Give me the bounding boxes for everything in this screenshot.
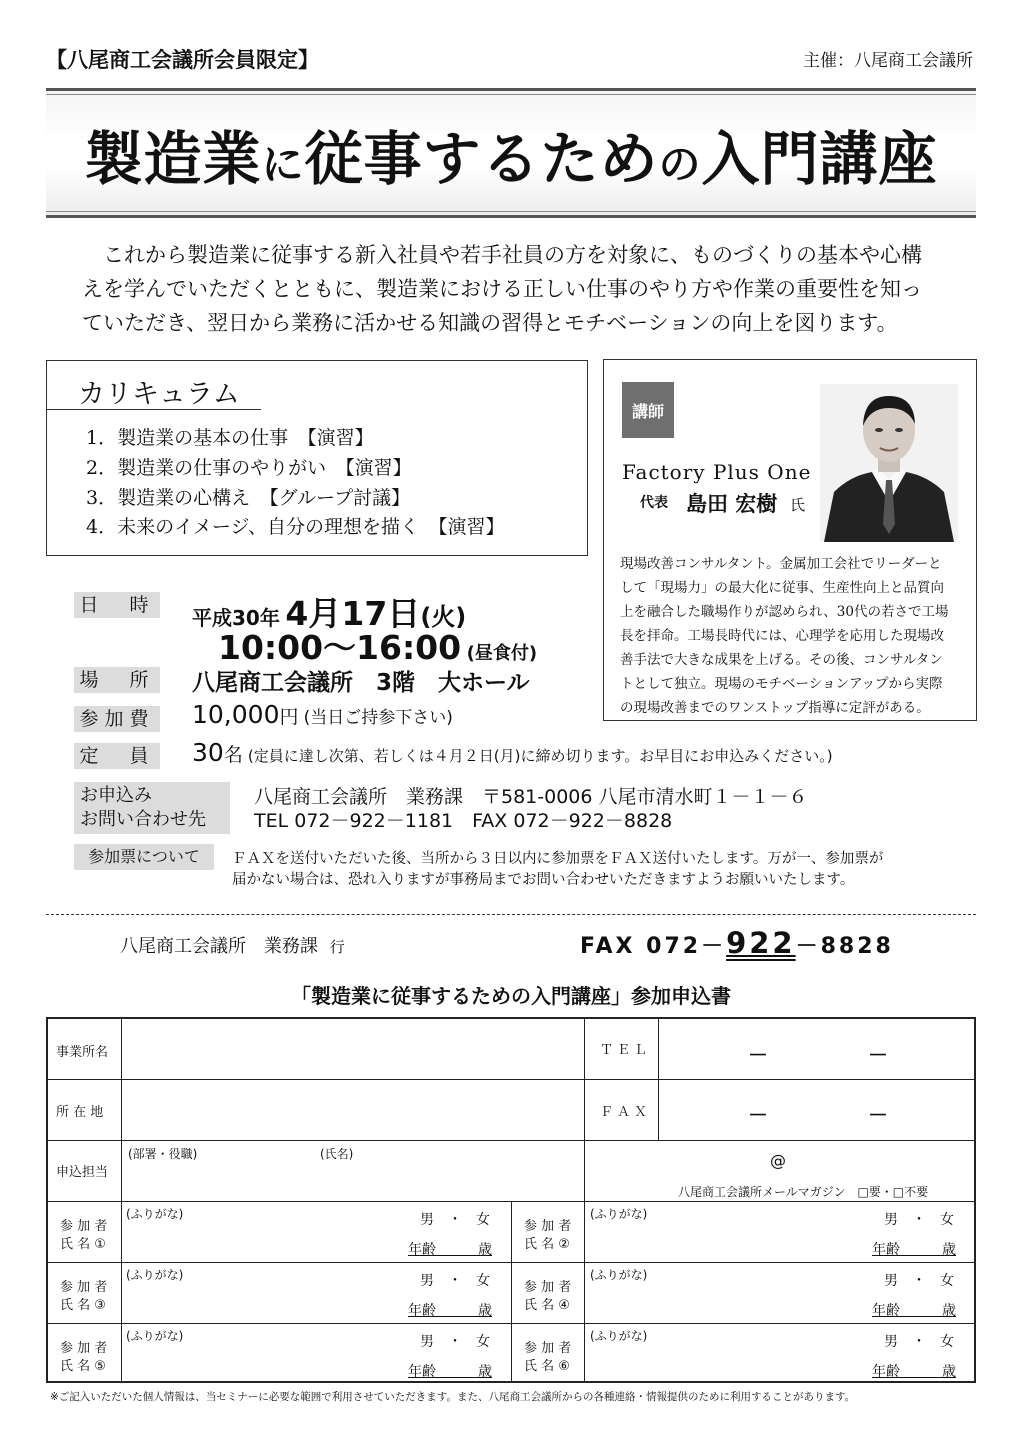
tel-label: ＴＥＬ [600, 1043, 652, 1058]
cut-line [46, 914, 976, 915]
participant-label: 氏 名 ② [524, 1237, 570, 1252]
age-field[interactable]: 年齢 歳 [408, 1242, 492, 1258]
office-label: 事業所名 [56, 1045, 109, 1060]
furigana-label: (ふりがな) [590, 1207, 648, 1221]
ticket-text: ＦＡＸを送付いただいた後、当所から３日以内に参加票をＦＡＸ送付いたします。万が一、参加票が [232, 851, 884, 867]
fee-note: (当日ご持参下さい) [303, 708, 453, 728]
time: 10:00～16:00 [218, 628, 462, 667]
capacity-note: (定員に達し次第、若しくは４月２日(月)に締め切ります。お早目にお申込みください。) [247, 747, 833, 765]
email-at: @ [770, 1151, 786, 1170]
participant-label-top: 参 加 者 [524, 1219, 572, 1234]
intro-line: これから製造業に従事する新入社員や若手社員の方を対象に、ものづくりの基本や心構 [82, 243, 922, 267]
fax-dash: － [748, 1103, 768, 1127]
fax-label: ＦＡＸ [600, 1105, 652, 1120]
mail-magazine-option[interactable]: 八尾商工会議所メールマガジン □要・□不要 [678, 1185, 929, 1199]
age-field[interactable]: 年齢 歳 [872, 1303, 956, 1319]
intro-text [82, 238, 962, 340]
page-title [46, 112, 976, 196]
fax-dash: － [868, 1103, 888, 1127]
intro-line: えを学んでいただくとともに、製造業における正しい仕事のやり方や作業の重要性を知っ [82, 277, 922, 301]
form-to [120, 932, 345, 958]
place-label: 場 所 [74, 667, 160, 693]
contact-label: 申込担当 [56, 1165, 109, 1180]
participant-label-top: 参 加 者 [60, 1341, 108, 1356]
title-part: 製造業 [84, 125, 262, 193]
bio-line: 上を融合した職場作りが認められ、30代の若さで工場 [620, 604, 949, 620]
participant-label-top: 参 加 者 [60, 1219, 108, 1234]
form-to-suffix: 行 [329, 938, 345, 956]
members-only-label: 【八尾商工会議所会員限定】 [46, 48, 319, 72]
lecturer-role: 代表 [640, 495, 668, 511]
age-field[interactable]: 年齢 歳 [872, 1364, 956, 1380]
bio-line: して「現場力」の最大化に従事、生産性向上と品質向 [620, 580, 944, 596]
curriculum-item: 2．製造業の仕事のやりがい 【演習】 [86, 457, 412, 479]
age-field[interactable]: 年齢 歳 [408, 1364, 492, 1380]
participant-label-top: 参 加 者 [524, 1280, 572, 1295]
address-field[interactable] [122, 1080, 584, 1140]
application-form [46, 1017, 976, 1383]
ticket-text: 届かない場合は、恐れ入りますが事務局までお問い合わせいただきますようお願いいたします。 [232, 872, 855, 888]
date-prefix: 平成30年 [192, 606, 280, 630]
form-to-name: 八尾商工会議所 業務課 [120, 936, 318, 957]
bio-line: 長を拝命。工場長時代には、心理学を応用した現場改 [620, 628, 944, 644]
participant-label: 氏 名 ⑤ [60, 1359, 106, 1374]
apply-label-line: お問い合わせ先 [80, 809, 206, 830]
place-value: 八尾商工会議所 3階 大ホール [192, 670, 530, 696]
apply-label [74, 782, 230, 834]
curriculum-item: 3．製造業の心構え 【グループ討議】 [86, 487, 411, 509]
furigana-label: (ふりがな) [126, 1207, 184, 1221]
privacy-note: ※ご記入いただいた個人情報は、当セミナーに必要な範囲で利用させていただきます。また、八尾商工会議所からの各種連絡・情報提供のために利用することがあります。 [50, 1391, 856, 1403]
date-main: 4月17日 [285, 594, 421, 633]
tel-dash: － [748, 1043, 768, 1067]
lecturer-bio [620, 552, 962, 720]
apply-phone: TEL 072－922－1181 FAX 072－922－8828 [254, 810, 673, 832]
lecturer-name: 島田 宏樹 [686, 491, 778, 516]
gender-option[interactable]: 男 ・ 女 [420, 1212, 490, 1228]
address-label: 所 在 地 [56, 1105, 104, 1120]
furigana-label: (ふりがな) [126, 1329, 184, 1343]
fee: 10,000 [192, 700, 280, 729]
participant-label: 氏 名 ① [60, 1237, 106, 1252]
name-label: (氏名) [320, 1147, 354, 1161]
dept-label: (部署・役職) [128, 1147, 198, 1161]
form-title: 「製造業に従事するための入門講座」参加申込書 [291, 984, 731, 1008]
fee-unit: 円 [279, 706, 299, 728]
gender-option[interactable]: 男 ・ 女 [884, 1273, 954, 1289]
participant-label-top: 参 加 者 [60, 1280, 108, 1295]
curriculum-heading: カリキュラム [78, 379, 240, 410]
fee-value [192, 700, 453, 729]
furigana-label: (ふりがな) [126, 1268, 184, 1282]
gender-option[interactable]: 男 ・ 女 [884, 1212, 954, 1228]
gender-option[interactable]: 男 ・ 女 [420, 1334, 490, 1350]
age-field[interactable]: 年齢 歳 [408, 1303, 492, 1319]
bio-line: の現場改善までのワンストップ指導に定評がある。 [620, 700, 930, 716]
gender-option[interactable]: 男 ・ 女 [884, 1334, 954, 1350]
apply-address: 八尾商工会議所 業務課 〒581-0006 八尾市清水町１－１－６ [254, 786, 808, 808]
office-field[interactable] [122, 1019, 584, 1079]
lecturer-org: Factory Plus One [622, 460, 812, 484]
capacity-unit: 名 [223, 744, 243, 766]
title-part: 従事するため [304, 125, 659, 193]
divider [46, 409, 261, 410]
fee-label: 参加費 [74, 706, 160, 732]
lecturer-honorific: 氏 [790, 496, 806, 514]
furigana-label: (ふりがな) [590, 1329, 648, 1343]
tel-dash: － [868, 1043, 888, 1067]
date-label: 日 時 [74, 592, 160, 618]
participant-label: 氏 名 ④ [524, 1298, 570, 1313]
fax-prefix: FAX 072－ [580, 934, 727, 959]
curriculum-item: 1．製造業の基本の仕事 【演習】 [86, 427, 374, 449]
age-field[interactable]: 年齢 歳 [872, 1242, 956, 1258]
organizer: 主催：八尾商工会議所 [803, 51, 973, 71]
title-part: の [658, 140, 702, 189]
bio-line: 現場改善コンサルタント。金属加工会社でリーダーと [620, 556, 942, 572]
title-part: に [261, 140, 305, 189]
ticket-label: 参加票について [74, 844, 214, 870]
form-fax [580, 926, 894, 960]
capacity: 30 [192, 738, 224, 767]
apply-label-line: お申込み [80, 785, 152, 806]
participant-label: 氏 名 ⑥ [524, 1359, 570, 1374]
time-value [218, 622, 537, 669]
lecturer-tag: 講師 [622, 382, 674, 438]
furigana-label: (ふりがな) [590, 1268, 648, 1282]
bio-line: トとして独立。現場のモチベーションアップから実際 [620, 676, 943, 692]
fax-mid: 922 [726, 926, 796, 960]
bio-line: 善手法で大きな成果を上げる。その後、コンサルタン [620, 652, 943, 668]
intro-line: ていただき、翌日から業務に活かせる知識の習得とモチベーションの向上を図ります。 [82, 311, 898, 335]
fax-suffix: －8828 [795, 934, 894, 959]
participant-label-top: 参 加 者 [524, 1341, 572, 1356]
participant-label: 氏 名 ③ [60, 1298, 106, 1313]
lecturer-photo [820, 384, 958, 542]
capacity-label: 定 員 [74, 743, 160, 769]
curriculum-item: 4．未来のイメージ、自分の理想を描く 【演習】 [86, 516, 505, 538]
date-dow: (火) [420, 603, 467, 631]
time-note: (昼食付) [466, 643, 538, 664]
capacity-value [192, 738, 833, 767]
gender-option[interactable]: 男 ・ 女 [420, 1273, 490, 1289]
title-part: 入門講座 [701, 125, 938, 193]
